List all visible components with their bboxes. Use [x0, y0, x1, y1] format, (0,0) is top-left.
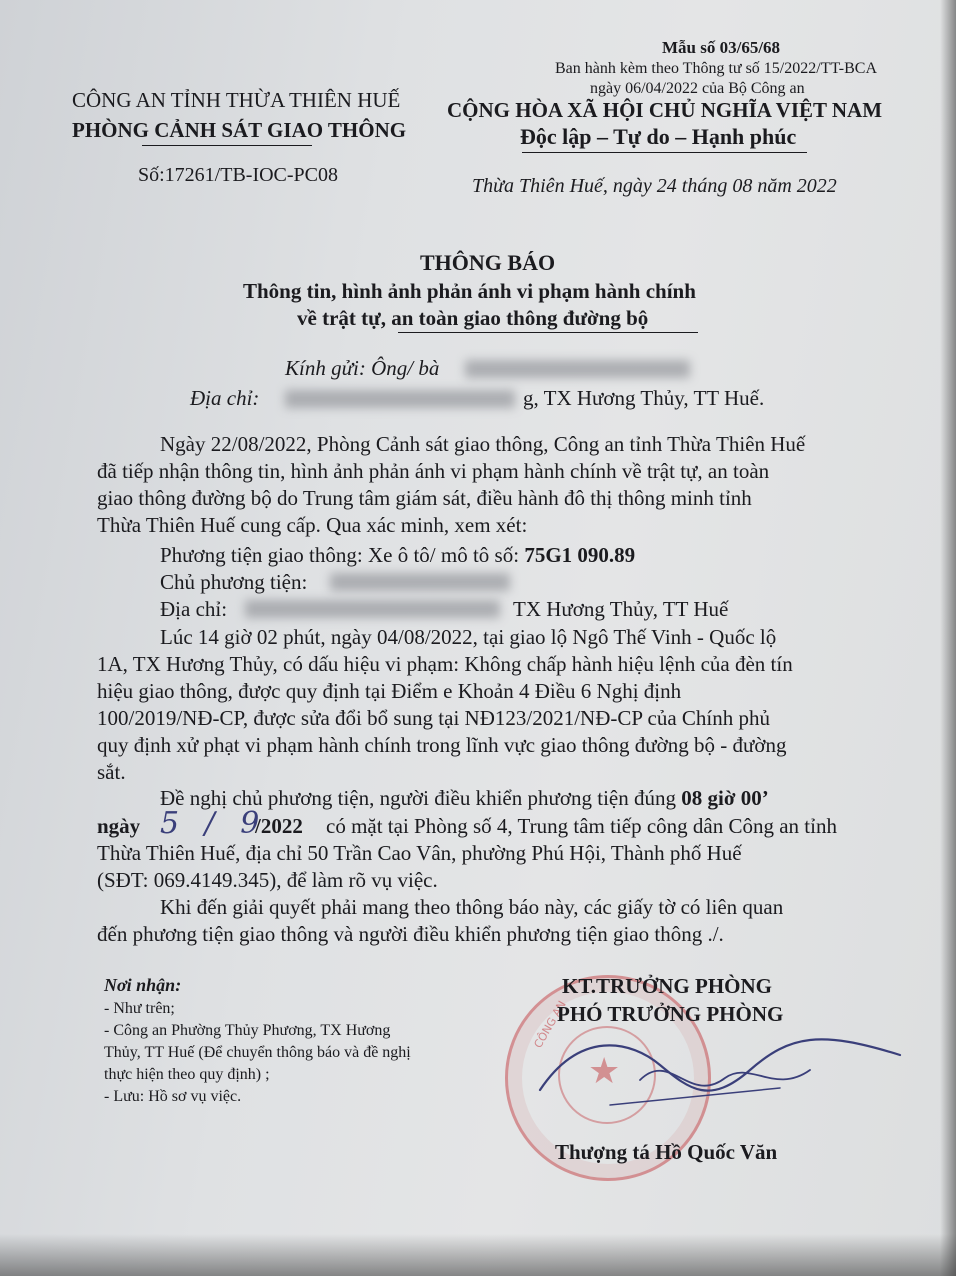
agency-department: PHÒNG CẢNH SÁT GIAO THÔNG: [72, 118, 407, 142]
recipients-item-3: - Lưu: Hồ sơ vụ việc.: [104, 1088, 242, 1105]
para2-line5: quy định xử phạt vi phạm hành chính trong lĩnh vực giao thông đường bộ - đường: [97, 733, 787, 757]
para3-line4: (SĐT: 069.4149.345), để làm rõ vụ việc.: [97, 868, 438, 892]
owner-address-tail: TX Hương Thủy, TT Huế: [513, 597, 729, 621]
para2-line3: hiệu giao thông, được quy định tại Điểm e Khoản 4 Điều 6 Nghị định: [97, 679, 682, 703]
signature-title-2: PHÓ TRƯỞNG PHÒNG: [557, 1002, 784, 1026]
photo-shadow-bottom: [0, 1234, 956, 1276]
appointment-year: /2022: [255, 814, 303, 838]
recipients-heading: Nơi nhận:: [104, 975, 182, 995]
para1-line3: giao thông đường bộ do Trung tâm giám sát, điều hành đô thị thông minh tỉnh: [97, 486, 752, 510]
vehicle-line: [160, 543, 880, 568]
form-issued-line1: Ban hành kèm theo Thông tư số 15/2022/TT-BCA: [555, 60, 877, 77]
owner-address-label: Địa chỉ:: [160, 597, 228, 621]
handwritten-signature: [520, 1010, 920, 1120]
para2-line6: sắt.: [97, 760, 126, 784]
para1-line2: đã tiếp nhận thông tin, hình ảnh phản ánh vi phạm hành chính về trật tự, an toàn: [97, 459, 770, 483]
notice-title: THÔNG BÁO: [420, 250, 556, 275]
form-issued-line2: ngày 06/04/2022 của Bộ Công an: [590, 80, 805, 97]
seal-star-icon: ★: [588, 1051, 621, 1091]
redacted-recipient-address: [285, 390, 515, 408]
agency-underline: [142, 145, 312, 146]
document-number: Số:17261/TB-IOC-PC08: [138, 164, 339, 186]
nation-motto: Độc lập – Tự do – Hạnh phúc: [520, 124, 797, 149]
nation-title: CỘNG HÒA XÃ HỘI CHỦ NGHĨA VIỆT NAM: [447, 98, 883, 122]
form-code: Mẫu số 03/65/68: [662, 38, 781, 57]
para4-line2: đến phương tiện giao thông và người điều khiển phương tiện giao thông ./.: [97, 922, 724, 946]
para3-line1: [160, 786, 880, 811]
recipients-item-2-line2: Thủy, TT Huế (Để chuyển thông báo và đề nghị: [104, 1044, 411, 1061]
greeting: Kính gửi: Ông/ bà: [285, 356, 440, 380]
owner-line: [160, 570, 880, 595]
notice-subtitle-1: Thông tin, hình ảnh phản ánh vi phạm hành chính: [243, 279, 696, 303]
recipients-item-1: - Như trên;: [104, 1000, 175, 1017]
notice-subtitle-2: về trật tự, an toàn giao thông đường bộ: [297, 306, 649, 330]
agency-name: CÔNG AN TỈNH THỪA THIÊN HUẾ: [72, 88, 401, 112]
appointment-time: 08 giờ 00’: [681, 786, 769, 810]
para2-line4: 100/2019/NĐ-CP, được sửa đổi bổ sung tại NĐ123/2021/NĐ-CP của Chính phủ: [97, 706, 770, 730]
redacted-owner-name: [330, 573, 510, 591]
recipient-address-tail: g, TX Hương Thủy, TT Huế.: [523, 386, 765, 410]
vehicle-label: Phương tiện giao thông: Xe ô tô/ mô tô số:: [160, 543, 520, 567]
para1-line1: Ngày 22/08/2022, Phòng Cảnh sát giao thông, Công an tỉnh Thừa Thiên Huế: [160, 432, 806, 456]
para2-line2: 1A, TX Hương Thủy, có dấu hiệu vi phạm: Không chấp hành hiệu lệnh của đèn tín: [97, 652, 793, 676]
para4-line1: Khi đến giải quyết phải mang theo thông báo này, các giấy tờ có liên quan: [160, 895, 784, 919]
motto-underline: [522, 152, 807, 153]
subtitle-underline: [398, 332, 698, 333]
para2-line1: Lúc 14 giờ 02 phút, ngày 04/08/2022, tại giao lộ Ngô Thế Vinh - Quốc lộ: [160, 625, 777, 649]
appointment-day-label: ngày: [97, 814, 141, 838]
recipient-address-label: Địa chỉ:: [190, 386, 260, 410]
vehicle-plate: 75G1 090.89: [524, 543, 636, 567]
redacted-recipient-name: [465, 360, 690, 378]
photo-shadow-right: [940, 0, 956, 1276]
recipients-item-2-line1: - Công an Phường Thủy Phương, TX Hương: [104, 1022, 391, 1039]
signature-title-1: KT.TRƯỞNG PHÒNG: [562, 974, 772, 998]
seal-text: CÔNG AN: [531, 998, 569, 1051]
place-date: Thừa Thiên Huế, ngày 24 tháng 08 năm 2022: [472, 175, 837, 197]
para3-line3: Thừa Thiên Huế, địa chỉ 50 Trần Cao Vân, phường Phú Hội, Thành phố Huế: [97, 841, 742, 865]
redacted-owner-address: [245, 600, 500, 618]
recipients-item-2-line3: thực hiện theo quy định) ;: [104, 1066, 270, 1083]
para1-line4: Thừa Thiên Huế cung cấp. Qua xác minh, xem xét:: [97, 513, 528, 537]
signer-name: Thượng tá Hồ Quốc Văn: [555, 1140, 778, 1164]
para3-line2-rest: có mặt tại Phòng số 4, Trung tâm tiếp công dân Công an tỉnh: [326, 814, 837, 838]
owner-label: Chủ phương tiện:: [160, 570, 308, 594]
para3-text: Đề nghị chủ phương tiện, người điều khiển phương tiện đúng: [160, 786, 676, 810]
handwritten-date: 5 / 9: [160, 806, 268, 841]
